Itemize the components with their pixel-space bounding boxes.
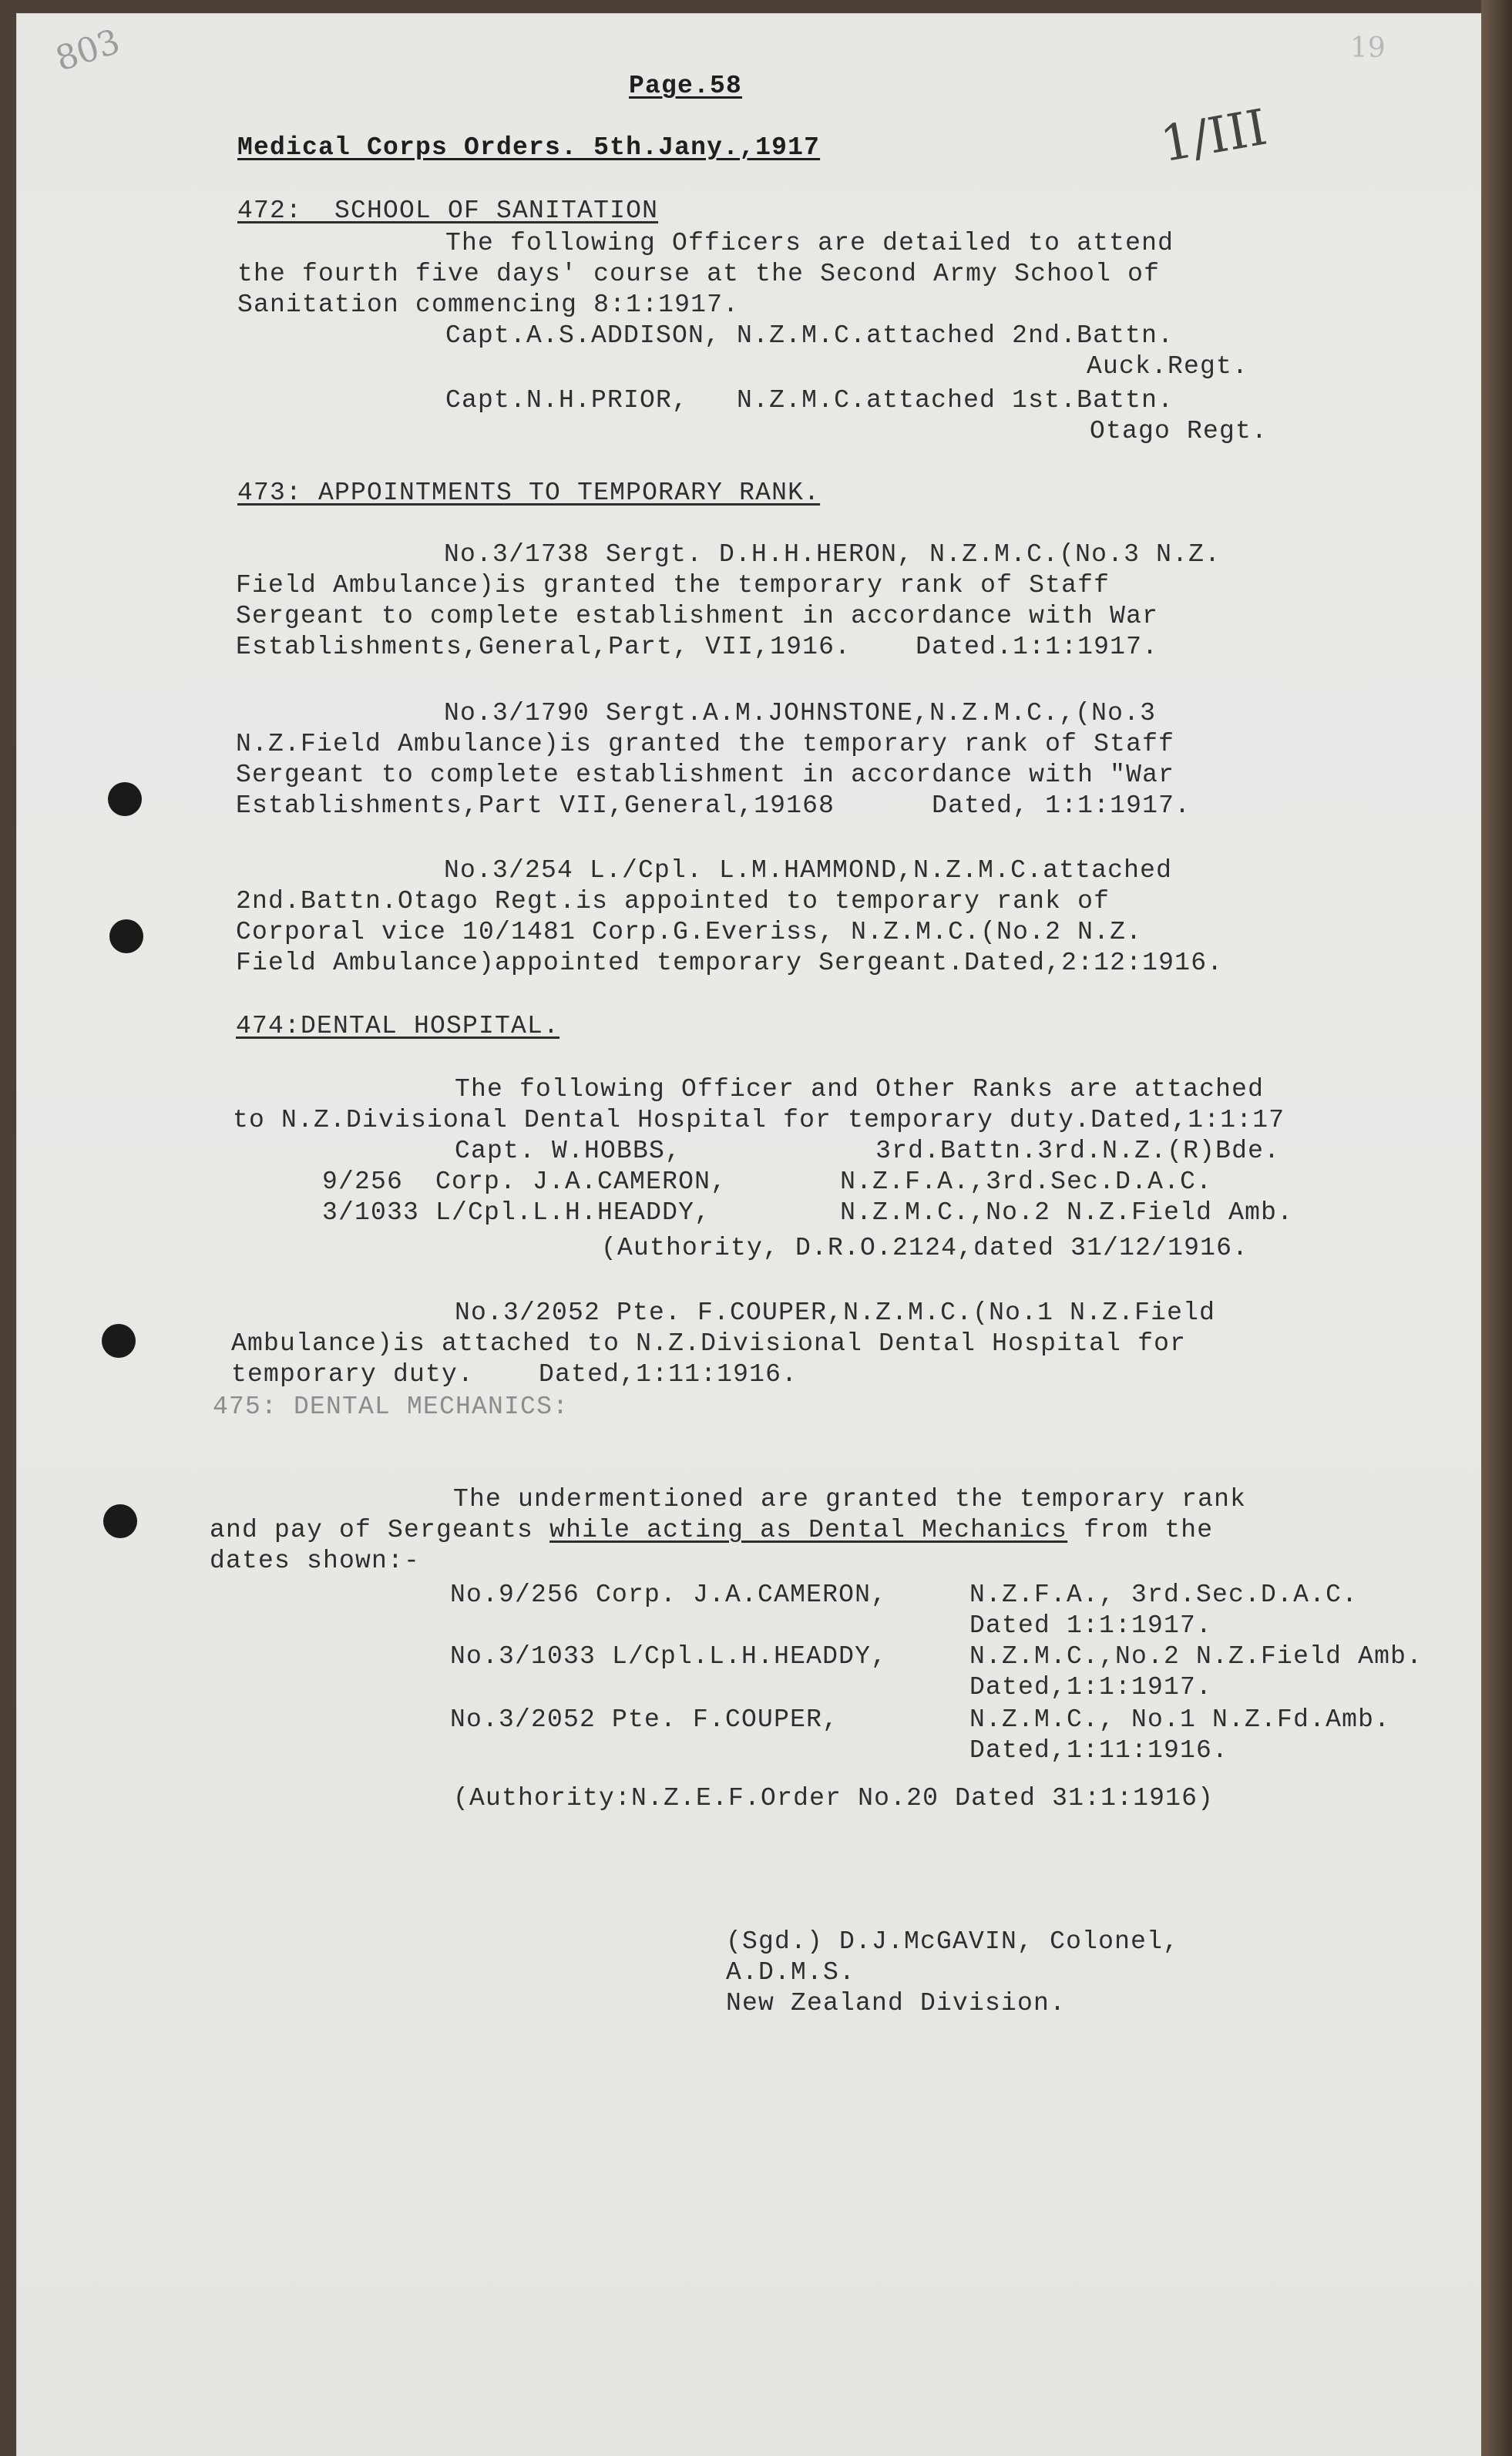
entry-dated: Dated,1:1:1917. bbox=[969, 1673, 1213, 1702]
entry-unit: N.Z.M.C., No.1 N.Z.Fd.Amb. bbox=[969, 1705, 1391, 1734]
entry-unit: N.Z.M.C.,No.2 N.Z.Field Amb. bbox=[969, 1642, 1423, 1671]
underlined-phrase: while acting as Dental Mechanics bbox=[549, 1516, 1068, 1544]
order-heading: 475: DENTAL MECHANICS: bbox=[213, 1393, 570, 1421]
signature-line: New Zealand Division. bbox=[726, 1989, 1067, 2018]
order-text-line: The following Officers are detailed to attend bbox=[445, 229, 1174, 257]
order-text-line: temporary duty. Dated,1:11:1916. bbox=[231, 1360, 798, 1389]
archive-number: 803 bbox=[51, 22, 125, 79]
order-heading: 472: SCHOOL OF SANITATION bbox=[237, 197, 659, 225]
entry-unit: N.Z.F.A., 3rd.Sec.D.A.C. bbox=[969, 1581, 1359, 1609]
order-text-line: The following Officer and Other Ranks are attached bbox=[455, 1075, 1265, 1104]
order-text-line: No.3/1738 Sergt. D.H.H.HERON, N.Z.M.C.(No.3 N.Z. bbox=[444, 540, 1221, 569]
signature-line: (Sgd.) D.J.McGAVIN, Colonel, bbox=[726, 1927, 1180, 1956]
entry-name: No.3/2052 Pte. F.COUPER, bbox=[450, 1705, 839, 1734]
order-text-line: The undermentioned are granted the temporary rank bbox=[453, 1485, 1247, 1514]
order-text-line: Capt. W.HOBBS, 3rd.Battn.3rd.N.Z.(R)Bde. bbox=[455, 1137, 1281, 1165]
order-text-line: Corporal vice 10/1481 Corp.G.Everiss, N.Z.M.C.(No.2 N.Z. bbox=[236, 918, 1143, 946]
signature-line: A.D.M.S. bbox=[726, 1958, 856, 1987]
order-text-line: Field Ambulance)appointed temporary Sergeant.Dated,2:12:1916. bbox=[236, 949, 1224, 977]
order-text-line: and pay of Sergeants while acting as Dental Mechanics from the bbox=[210, 1516, 1214, 1544]
order-heading: 474:DENTAL HOSPITAL. bbox=[236, 1012, 560, 1040]
authority-line: (Authority:N.Z.E.F.Order No.20 Dated 31:1:1916) bbox=[453, 1784, 1215, 1813]
entry-dated: Dated,1:11:1916. bbox=[969, 1736, 1229, 1765]
order-text-line: to N.Z.Divisional Dental Hospital for temporary duty.Dated,1:1:17 bbox=[233, 1106, 1285, 1134]
order-text-line: Auck.Regt. bbox=[1087, 352, 1249, 381]
order-text-line: N.Z.Field Ambulance)is granted the temporary rank of Staff bbox=[236, 730, 1175, 758]
order-heading: 473: APPOINTMENTS TO TEMPORARY RANK. bbox=[237, 479, 821, 507]
order-text-line: No.3/254 L./Cpl. L.M.HAMMOND,N.Z.M.C.attached bbox=[444, 856, 1173, 885]
initial-mark: 1/III bbox=[1156, 99, 1272, 174]
entry-name: No.9/256 Corp. J.A.CAMERON, bbox=[450, 1581, 888, 1609]
document-title: Medical Corps Orders. 5th.Jany.,1917 bbox=[237, 133, 821, 162]
order-text-line: Sanitation commencing 8:1:1917. bbox=[237, 291, 740, 319]
order-text-line: Capt.N.H.PRIOR, N.Z.M.C.attached 1st.Battn. bbox=[445, 386, 1174, 415]
order-text-line: Establishments,Part VII,General,19168 Dated, 1:1:1917. bbox=[236, 791, 1191, 820]
punch-hole bbox=[103, 1504, 137, 1538]
order-text-line: Establishments,General,Part, VII,1916. Dated.1:1:1917. bbox=[236, 633, 1159, 661]
order-text-line: Capt.A.S.ADDISON, N.Z.M.C.attached 2nd.Battn. bbox=[445, 321, 1174, 350]
order-text-line: No.3/2052 Pte. F.COUPER,N.Z.M.C.(No.1 N.Z.Field bbox=[455, 1299, 1216, 1327]
order-text-line: Sergeant to complete establishment in accordance with "War bbox=[236, 761, 1175, 789]
order-text-line: the fourth five days' course at the Second Army School of bbox=[237, 260, 1161, 288]
entry-dated: Dated 1:1:1917. bbox=[969, 1611, 1213, 1640]
order-text-line: 2nd.Battn.Otago Regt.is appointed to temporary rank of bbox=[236, 887, 1110, 916]
punch-hole bbox=[109, 919, 143, 953]
binder-edge bbox=[1481, 0, 1512, 2456]
punch-hole bbox=[102, 1324, 136, 1358]
order-text-line: Otago Regt. bbox=[1090, 417, 1268, 445]
order-text-line: Sergeant to complete establishment in accordance with War bbox=[236, 602, 1159, 630]
order-text-line: No.3/1790 Sergt.A.M.JOHNSTONE,N.Z.M.C.,(No.3 bbox=[444, 699, 1157, 727]
page-label: Page.58 bbox=[629, 72, 743, 100]
entry-name: No.3/1033 L/Cpl.L.H.HEADDY, bbox=[450, 1642, 888, 1671]
order-text-line: dates shown:- bbox=[210, 1547, 421, 1575]
order-text-line: (Authority, D.R.O.2124,dated 31/12/1916. bbox=[601, 1234, 1249, 1262]
order-text-line: Field Ambulance)is granted the temporary rank of Staff bbox=[236, 571, 1110, 600]
folio-number: 19 bbox=[1350, 32, 1386, 64]
order-text-line: 9/256 Corp. J.A.CAMERON, N.Z.F.A.,3rd.Sec.D.A.C. bbox=[322, 1168, 1213, 1196]
punch-hole bbox=[108, 782, 142, 816]
order-text-line: Ambulance)is attached to N.Z.Divisional Dental Hospital for bbox=[231, 1329, 1187, 1358]
order-text-line: 3/1033 L/Cpl.L.H.HEADDY, N.Z.M.C.,No.2 N.Z.Field Amb. bbox=[322, 1198, 1294, 1227]
